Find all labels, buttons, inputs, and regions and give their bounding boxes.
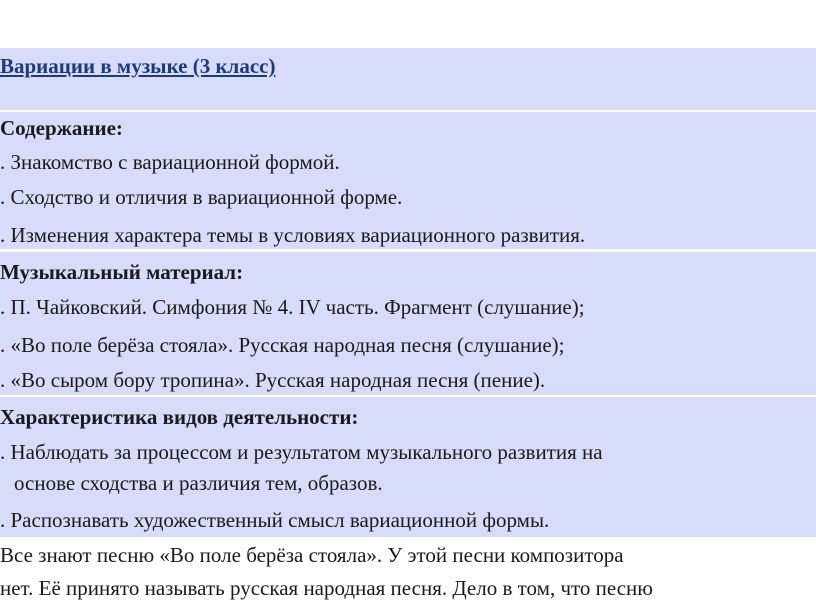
content-item: . Знакомство с вариационной формой. — [0, 150, 340, 174]
section-heading-material: Музыкальный материал: — [0, 260, 244, 284]
activity-item: . Распознавать художественный смысл вариационной формы. — [0, 508, 550, 532]
material-item: . «Во сыром бору тропина». Русская народная песня (пение). — [0, 368, 546, 392]
content-item: . Сходство и отличия в вариационной форме. — [0, 185, 403, 209]
activity-item-continuation: основе сходства и различия тем, образов. — [14, 471, 383, 495]
page-title: Вариации в музыке (3 класс) — [0, 54, 276, 78]
body-paragraph-line: нет. Её принято называть русская народная песня. Дело в том, что песню — [0, 576, 653, 600]
content-item: . Изменения характера темы в условиях вариационного развития. — [0, 223, 586, 247]
material-item: . П. Чайковский. Симфония № 4. IV часть. Фрагмент (слушание); — [0, 295, 585, 319]
section-heading-activity: Характеристика видов деятельности: — [0, 405, 359, 429]
material-item: . «Во поле берёза стояла». Русская народная песня (слушание); — [0, 333, 565, 357]
section-heading-content: Содержание: — [0, 116, 123, 140]
activity-item: . Наблюдать за процессом и результатом музыкального развития на — [0, 440, 603, 464]
body-paragraph-line: Все знают песню «Во поле берёза стояла». У этой песни композитора — [0, 543, 624, 567]
